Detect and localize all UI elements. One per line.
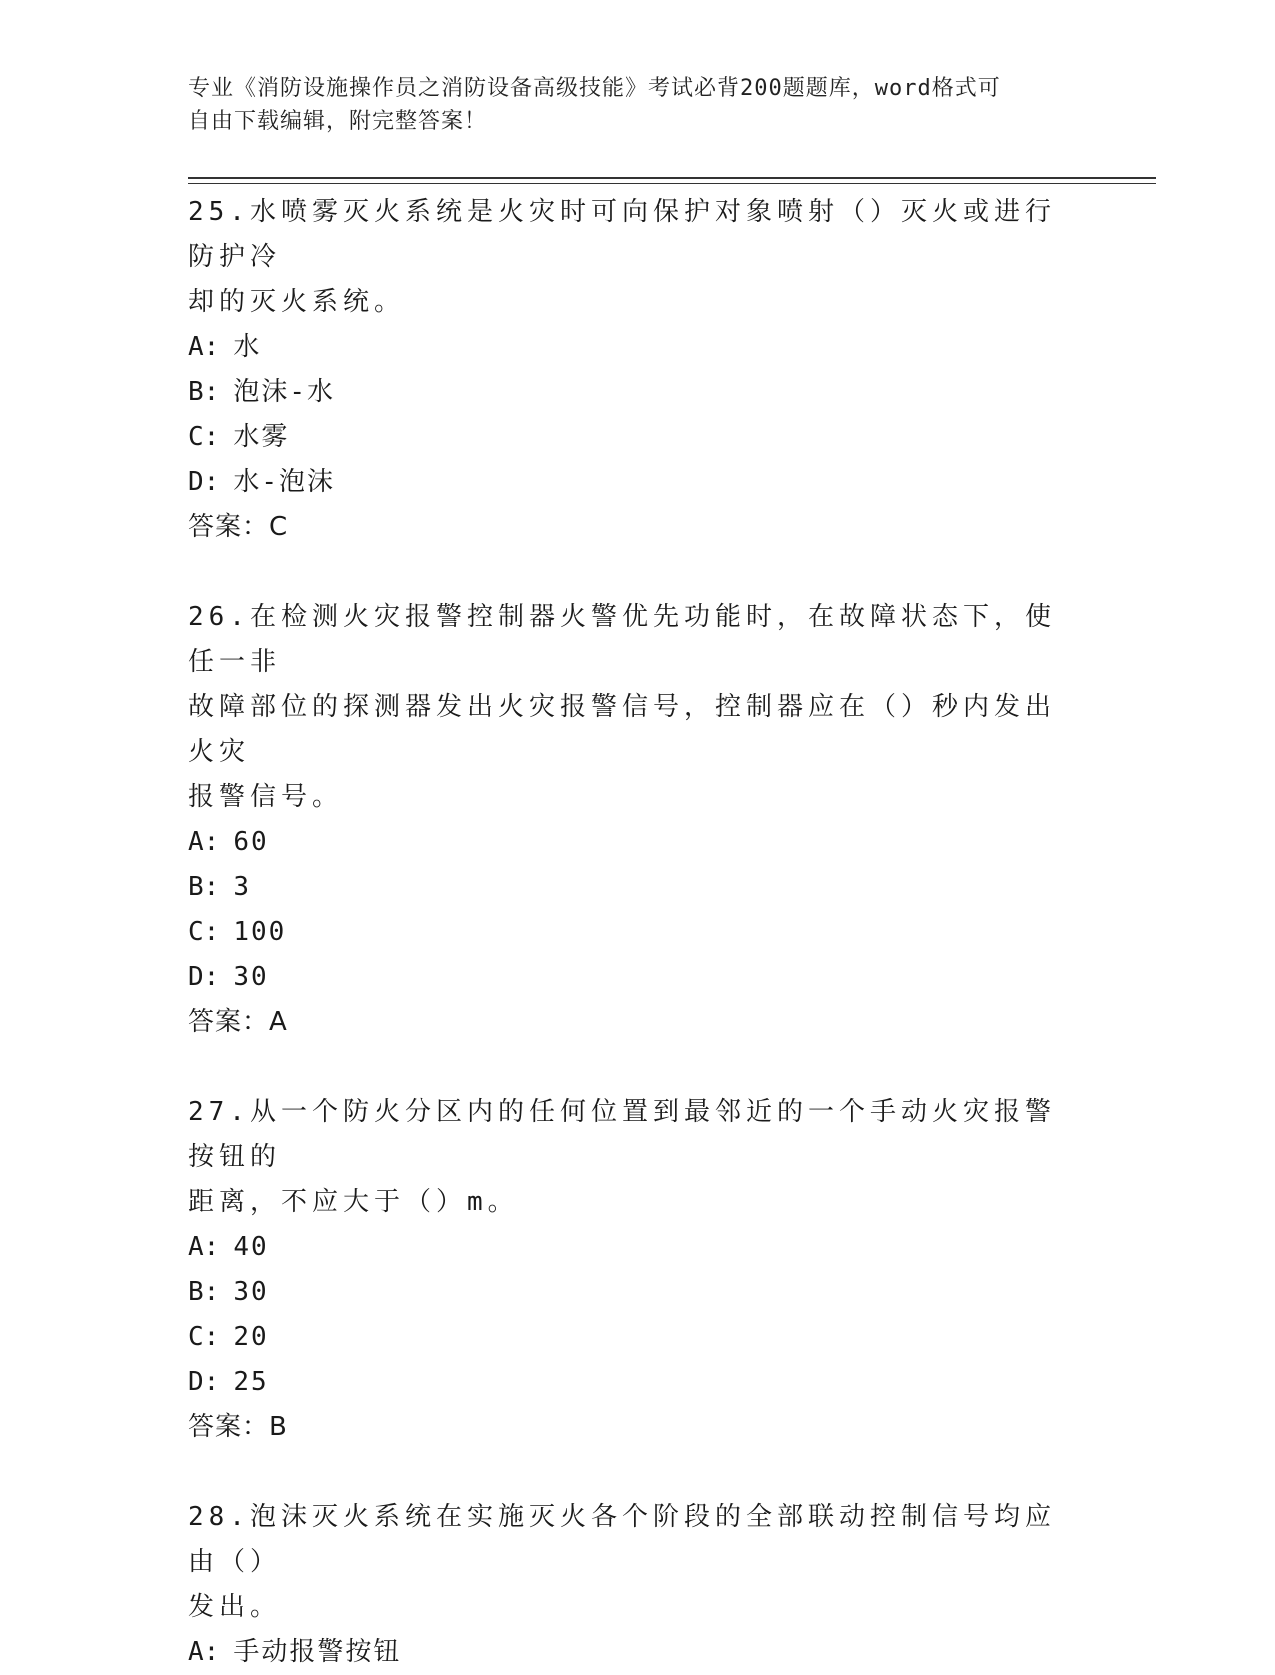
- option-label: D:: [188, 962, 220, 992]
- question-spacer: [188, 1045, 1068, 1090]
- answer-line: 答案：B: [188, 1412, 288, 1442]
- option-text: 水雾: [233, 422, 290, 452]
- question-text-line: 28.泡沫灭火系统在实施灭火各个阶段的全部联动控制信号均应由（）: [188, 1502, 1056, 1577]
- option-text: 25: [233, 1367, 269, 1397]
- option-label: D:: [188, 467, 220, 497]
- option-b: [188, 1270, 1068, 1315]
- question-text-line: 故障部位的探测器发出火灾报警信号，控制器应在（）秒内发出火灾: [188, 692, 1057, 767]
- question-spacer: [188, 550, 1068, 595]
- option-label: C:: [188, 1322, 220, 1352]
- option-label: B:: [188, 377, 220, 407]
- option-b: [188, 865, 1068, 910]
- option-text: 手动报警按钮: [233, 1637, 402, 1667]
- option-label: D:: [188, 1367, 220, 1397]
- option-label: A:: [188, 1637, 220, 1667]
- option-a: [188, 1225, 1068, 1270]
- question-text-line: 26.在检测火灾报警控制器火警优先功能时，在故障状态下，使任一非: [188, 602, 1056, 677]
- document-header: [188, 72, 1068, 138]
- question-list: [188, 190, 1068, 1675]
- question-spacer: [188, 1450, 1068, 1495]
- question-25: [188, 190, 1068, 550]
- option-label: B:: [188, 872, 220, 902]
- option-text: 30: [233, 1277, 269, 1307]
- header-divider-thick: [188, 177, 1156, 179]
- option-c: [188, 1315, 1068, 1360]
- option-c: [188, 415, 1068, 460]
- option-a: [188, 820, 1068, 865]
- option-b: [188, 370, 1068, 415]
- option-d: [188, 1360, 1068, 1405]
- question-text-line: 27.从一个防火分区内的任何位置到最邻近的一个手动火灾报警按钮的: [188, 1097, 1056, 1172]
- option-label: B:: [188, 1277, 220, 1307]
- option-text: 泡沫-水: [233, 377, 335, 407]
- question-26: [188, 595, 1068, 1045]
- option-text: 水: [233, 332, 262, 362]
- option-d: [188, 460, 1068, 505]
- option-label: A:: [188, 1232, 220, 1262]
- option-c: [188, 910, 1068, 955]
- header-line-1: 专业《消防设施操作员之消防设备高级技能》考试必背200题题库，word格式可: [188, 76, 1001, 101]
- option-text: 30: [233, 962, 269, 992]
- option-label: A:: [188, 827, 220, 857]
- header-line-2: 自由下载编辑，附完整答案！: [188, 109, 488, 134]
- question-text-line: 报警信号。: [188, 782, 344, 812]
- option-a: [188, 1630, 1068, 1675]
- option-label: C:: [188, 422, 220, 452]
- option-label: C:: [188, 917, 220, 947]
- answer-line: 答案：C: [188, 512, 289, 542]
- header-divider-thin: [188, 183, 1156, 184]
- question-text-line: 25.水喷雾灭火系统是火灾时可向保护对象喷射（）灭火或进行防护冷: [188, 197, 1056, 272]
- question-text-line: 距离，不应大于（）m。: [188, 1187, 519, 1217]
- option-text: 3: [233, 872, 251, 902]
- option-d: [188, 955, 1068, 1000]
- answer-line: 答案：A: [188, 1007, 288, 1037]
- question-27: [188, 1090, 1068, 1450]
- option-text: 20: [233, 1322, 269, 1352]
- question-28: [188, 1495, 1068, 1675]
- option-label: A:: [188, 332, 220, 362]
- option-a: [188, 325, 1068, 370]
- option-text: 40: [233, 1232, 269, 1262]
- option-text: 水-泡沫: [233, 467, 335, 497]
- option-text: 100: [233, 917, 287, 947]
- question-text-line: 发出。: [188, 1592, 282, 1622]
- question-text-line: 却的灭火系统。: [188, 287, 406, 317]
- option-text: 60: [233, 827, 269, 857]
